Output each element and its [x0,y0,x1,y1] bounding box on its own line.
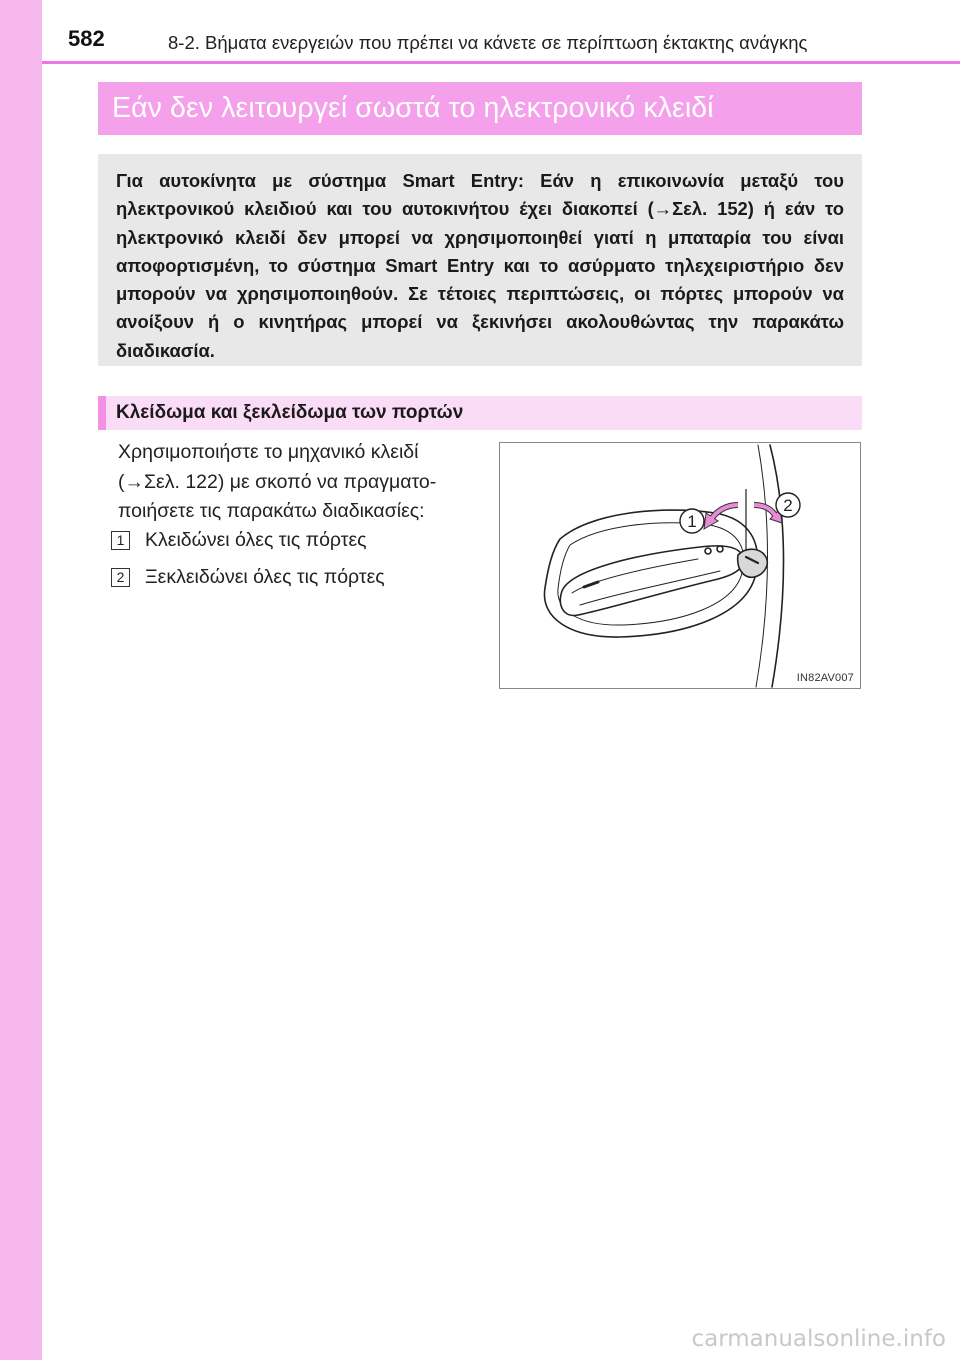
page-number: 582 [68,26,105,51]
step-text: Ξεκλειδώνει όλες τις πόρτες [145,566,385,588]
watermark: carmanualsonline.info [691,1326,946,1352]
step-number-box: 1 [111,531,130,550]
step-text: Κλειδώνει όλες τις πόρτες [145,529,367,551]
side-tab-strip [0,0,42,1360]
instruction-paragraph [118,438,478,527]
instruction-line: ποιήσετε τις παρακάτω διαδικασίες: [118,500,425,522]
step-item-2 [111,566,385,589]
instruction-line: Χρησιμοποιήστε το μηχανικό κλειδί [118,441,419,463]
section-title: Εάν δεν λειτουργεί σωστά το ηλεκτρονικό κλειδί [112,92,714,124]
intro-text: Για αυτοκίνητα με σύστημα Smart Entry: Εάν η επικοινωνία μεταξύ του ηλεκτρονικού κλειδιού και του αυτοκινήτου έχει διακοπεί (→Σελ. 152) ή εάν το ηλεκτρονικό κλειδί δεν μπορεί να χρησιμοποιηθεί γιατί η μπαταρία του είναι αποφορτισμένη, το σύστημα Smart Entry και το ασύρματο τηλεχειριστήριο δεν μπορούν να χρησιμοποιηθούν. Σε τέτοιες περιπτώσεις, οι πόρτες μπορούν να ανοίξουν ή ο κινητήρας μπορεί να ξεκινήσει ακολουθώντας την παρακάτω διαδικασία. [116,170,844,361]
step-item-1 [111,529,367,552]
running-header: 8-2. Βήματα ενεργειών που πρέπει να κάνετε σε περίπτωση έκτακτης ανάγκης [168,32,808,53]
callout-label-2: 2 [783,496,793,515]
instruction-line: (→Σελ. 122) με σκοπό να πραγματο- [118,470,437,493]
figure-code: IN82AV007 [796,672,854,684]
subsection-heading-bar [98,396,106,430]
door-handle-illustration [500,443,860,688]
step-number-box: 2 [111,568,130,587]
callout-label-1: 1 [687,512,697,531]
header-rule [42,61,960,64]
door-handle-figure [499,442,861,689]
subsection-heading [98,396,862,430]
section-title-banner [98,82,862,135]
subsection-title: Κλείδωμα και ξεκλείδωμα των πορτών [116,402,464,423]
intro-box [98,154,862,366]
